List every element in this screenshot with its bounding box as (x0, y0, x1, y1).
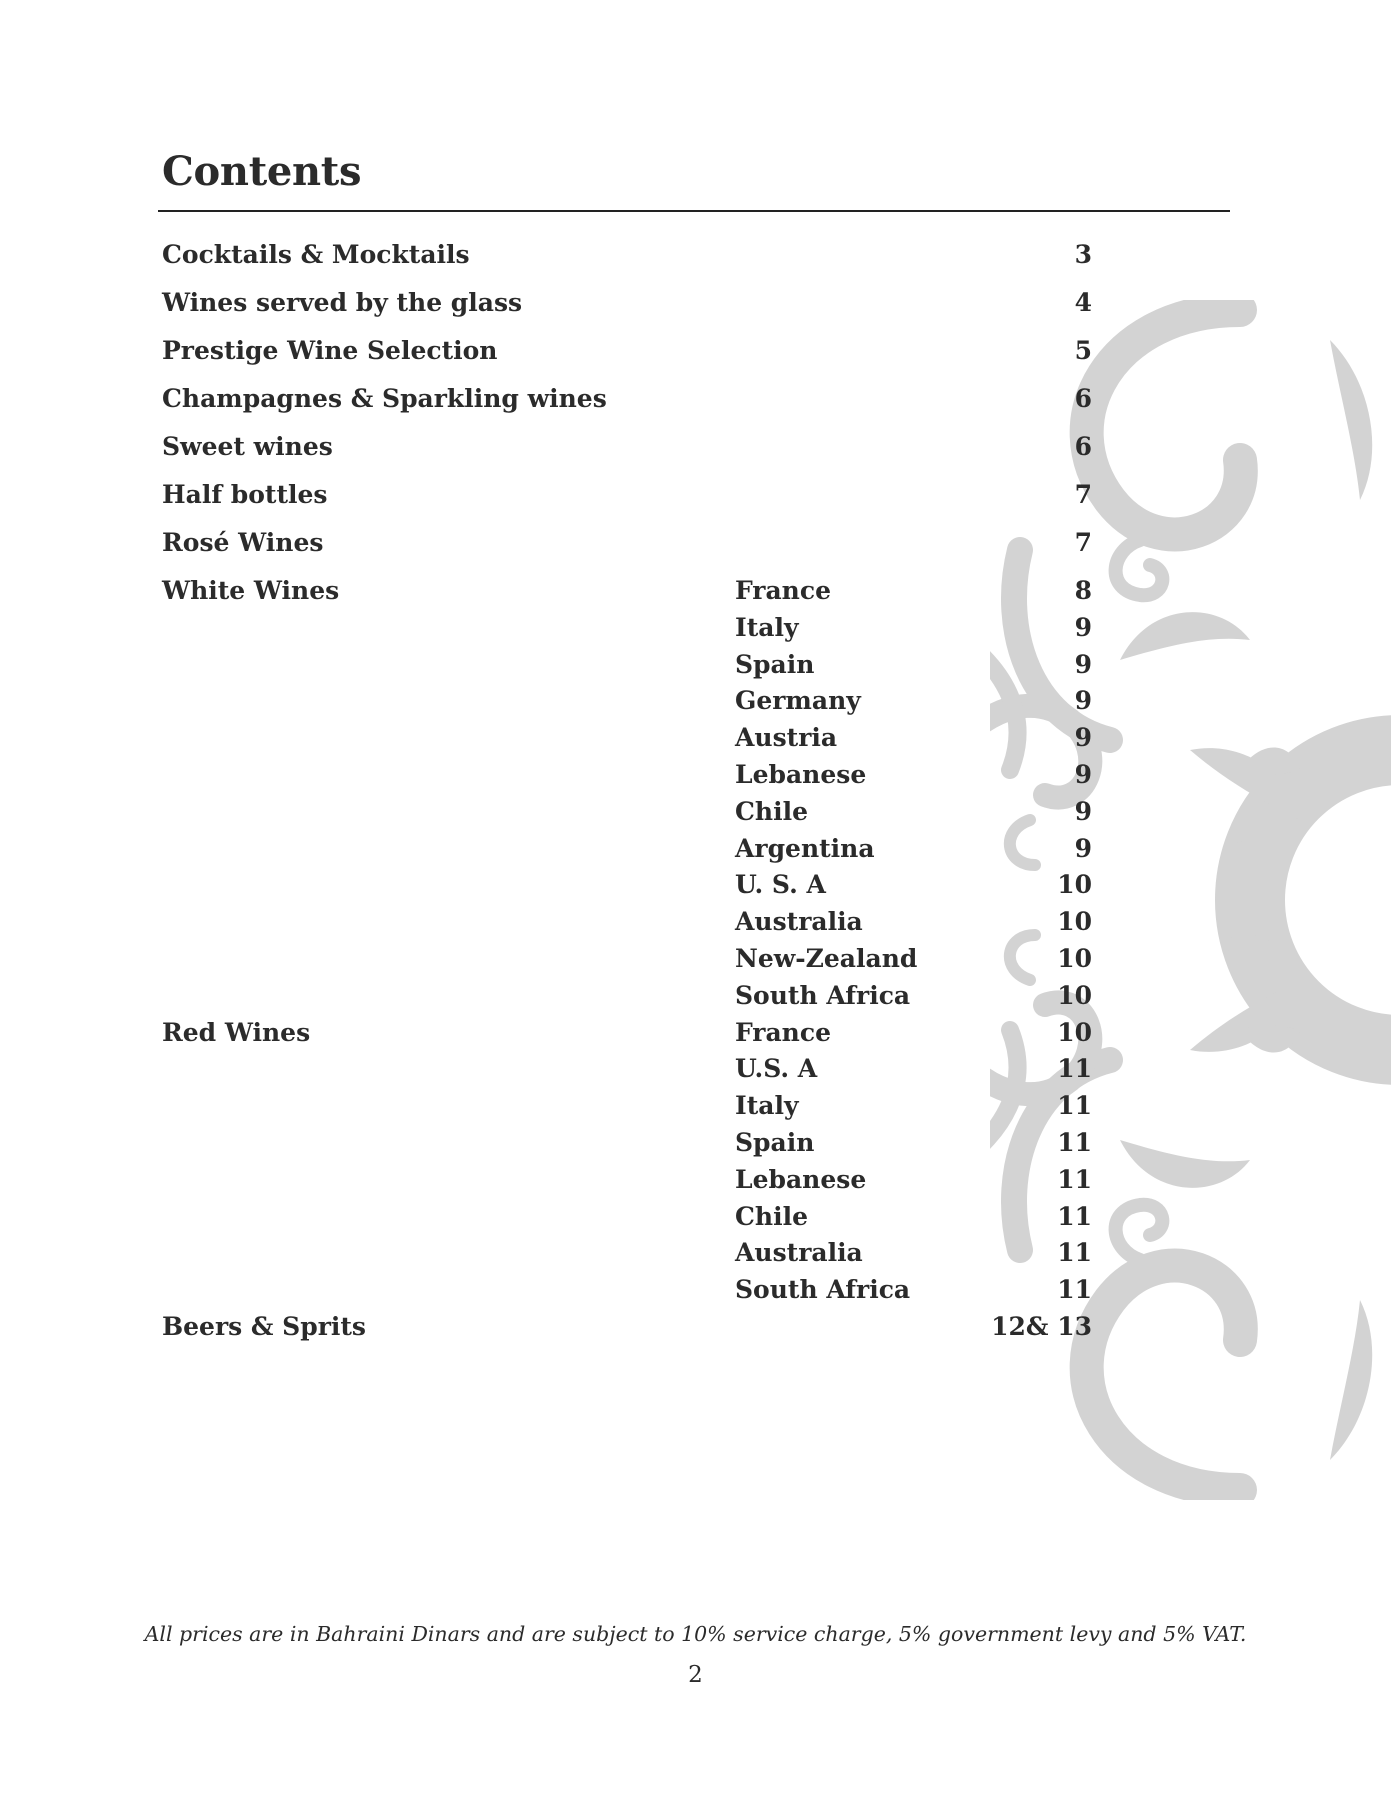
toc-country-label: France (735, 1017, 831, 1047)
toc-country-label: Australia (735, 907, 863, 937)
toc-row[interactable] (162, 1128, 1092, 1158)
toc-page-number: 4 (1074, 288, 1092, 317)
toc-page-number: 9 (1074, 612, 1092, 642)
toc-row[interactable] (162, 1275, 1092, 1305)
toc-country-label: Italy (735, 1091, 799, 1121)
toc-row[interactable] (162, 1202, 1092, 1232)
toc-page-number: 7 (1074, 528, 1092, 557)
toc-page-number: 10 (1057, 1017, 1092, 1047)
toc-row[interactable] (162, 240, 1092, 270)
toc-country-label: U. S. A (735, 870, 826, 900)
page-number: 2 (688, 1662, 703, 1688)
toc-row[interactable] (162, 613, 1092, 643)
toc-row[interactable] (162, 944, 1092, 974)
toc-country-label: Spain (735, 649, 815, 679)
toc-row[interactable] (162, 1238, 1092, 1268)
toc-page-number: 11 (1057, 1091, 1092, 1121)
toc-page-number: 11 (1057, 1164, 1092, 1194)
toc-country-label: Germany (735, 686, 861, 716)
toc-section-label: Beers & Sprits (162, 1312, 366, 1341)
toc-row[interactable] (162, 1018, 1092, 1048)
toc-page-number: 10 (1057, 907, 1092, 937)
toc-row[interactable] (162, 432, 1092, 462)
toc-country-label: Lebanese (735, 760, 867, 789)
toc-page-number: 8 (1074, 576, 1092, 605)
toc-row[interactable] (162, 528, 1092, 558)
price-footnote: All prices are in Bahraini Dinars and are subject to 10% service charge, 5% government levy and 5% VAT. (144, 1622, 1247, 1646)
toc-row[interactable] (162, 576, 1092, 606)
toc-page-number: 10 (1057, 980, 1092, 1010)
toc-row[interactable] (162, 336, 1092, 366)
toc-page-number: 12& 13 (991, 1312, 1092, 1341)
toc-section-label: Prestige Wine Selection (162, 336, 498, 365)
toc-row[interactable] (162, 650, 1092, 680)
toc-section-label: Sweet wines (162, 432, 333, 461)
toc-country-label: South Africa (735, 1275, 911, 1305)
toc-row[interactable] (162, 288, 1092, 318)
toc-section-label: White Wines (162, 576, 340, 605)
toc-country-label: Spain (735, 1128, 815, 1157)
toc-section-label: Cocktails & Mocktails (162, 240, 470, 269)
toc-row[interactable] (162, 723, 1092, 753)
toc-country-label: France (735, 576, 831, 605)
page-title: Contents (162, 148, 362, 195)
toc-page-number: 9 (1074, 833, 1092, 863)
toc-row[interactable] (162, 981, 1092, 1011)
toc-page-number: 11 (1057, 1128, 1092, 1157)
toc-country-label: U.S. A (735, 1054, 818, 1084)
title-rule (158, 210, 1230, 212)
toc-page-number: 9 (1074, 796, 1092, 826)
toc-row[interactable] (162, 870, 1092, 900)
toc-page-number: 10 (1057, 944, 1092, 973)
toc-row[interactable] (162, 1054, 1092, 1084)
toc-page-number: 7 (1074, 480, 1092, 509)
toc-page-number: 5 (1074, 336, 1092, 365)
toc-page-number: 9 (1074, 686, 1092, 716)
toc-row[interactable] (162, 384, 1092, 414)
toc-section-label: Half bottles (162, 480, 328, 509)
toc-row[interactable] (162, 480, 1092, 510)
toc-page-number: 11 (1057, 1238, 1092, 1268)
toc-page-number: 6 (1074, 432, 1092, 461)
toc-country-label: New-Zealand (735, 944, 918, 973)
toc-page-number: 9 (1074, 723, 1092, 753)
toc-country-label: Lebanese (735, 1164, 867, 1194)
toc-section-label: Rosé Wines (162, 528, 324, 557)
toc-row[interactable] (162, 1091, 1092, 1121)
toc-page-number: 3 (1074, 240, 1092, 269)
toc-page-number: 11 (1057, 1054, 1092, 1084)
toc-page-number: 9 (1074, 649, 1092, 679)
toc-country-label: Italy (735, 612, 799, 642)
toc-section-label: Wines served by the glass (162, 288, 523, 317)
toc-country-label: Chile (735, 796, 808, 826)
toc-row[interactable] (162, 1312, 1092, 1342)
toc-page-number: 11 (1057, 1201, 1092, 1231)
toc-page-number: 11 (1057, 1275, 1092, 1305)
toc-row[interactable] (162, 797, 1092, 827)
toc-section-label: Red Wines (162, 1017, 311, 1047)
toc-row[interactable] (162, 834, 1092, 864)
toc-section-label: Champagnes & Sparkling wines (162, 384, 607, 413)
toc-row[interactable] (162, 907, 1092, 937)
toc-page-number: 10 (1057, 870, 1092, 900)
toc-country-label: Australia (735, 1238, 863, 1268)
toc-row[interactable] (162, 760, 1092, 790)
toc-page-number: 9 (1074, 760, 1092, 789)
toc-row[interactable] (162, 686, 1092, 716)
toc-row[interactable] (162, 1165, 1092, 1195)
toc-country-label: Austria (735, 723, 838, 753)
toc-page-number: 6 (1074, 384, 1092, 413)
toc-country-label: Argentina (735, 833, 875, 863)
toc-country-label: South Africa (735, 980, 911, 1010)
toc-country-label: Chile (735, 1201, 808, 1231)
